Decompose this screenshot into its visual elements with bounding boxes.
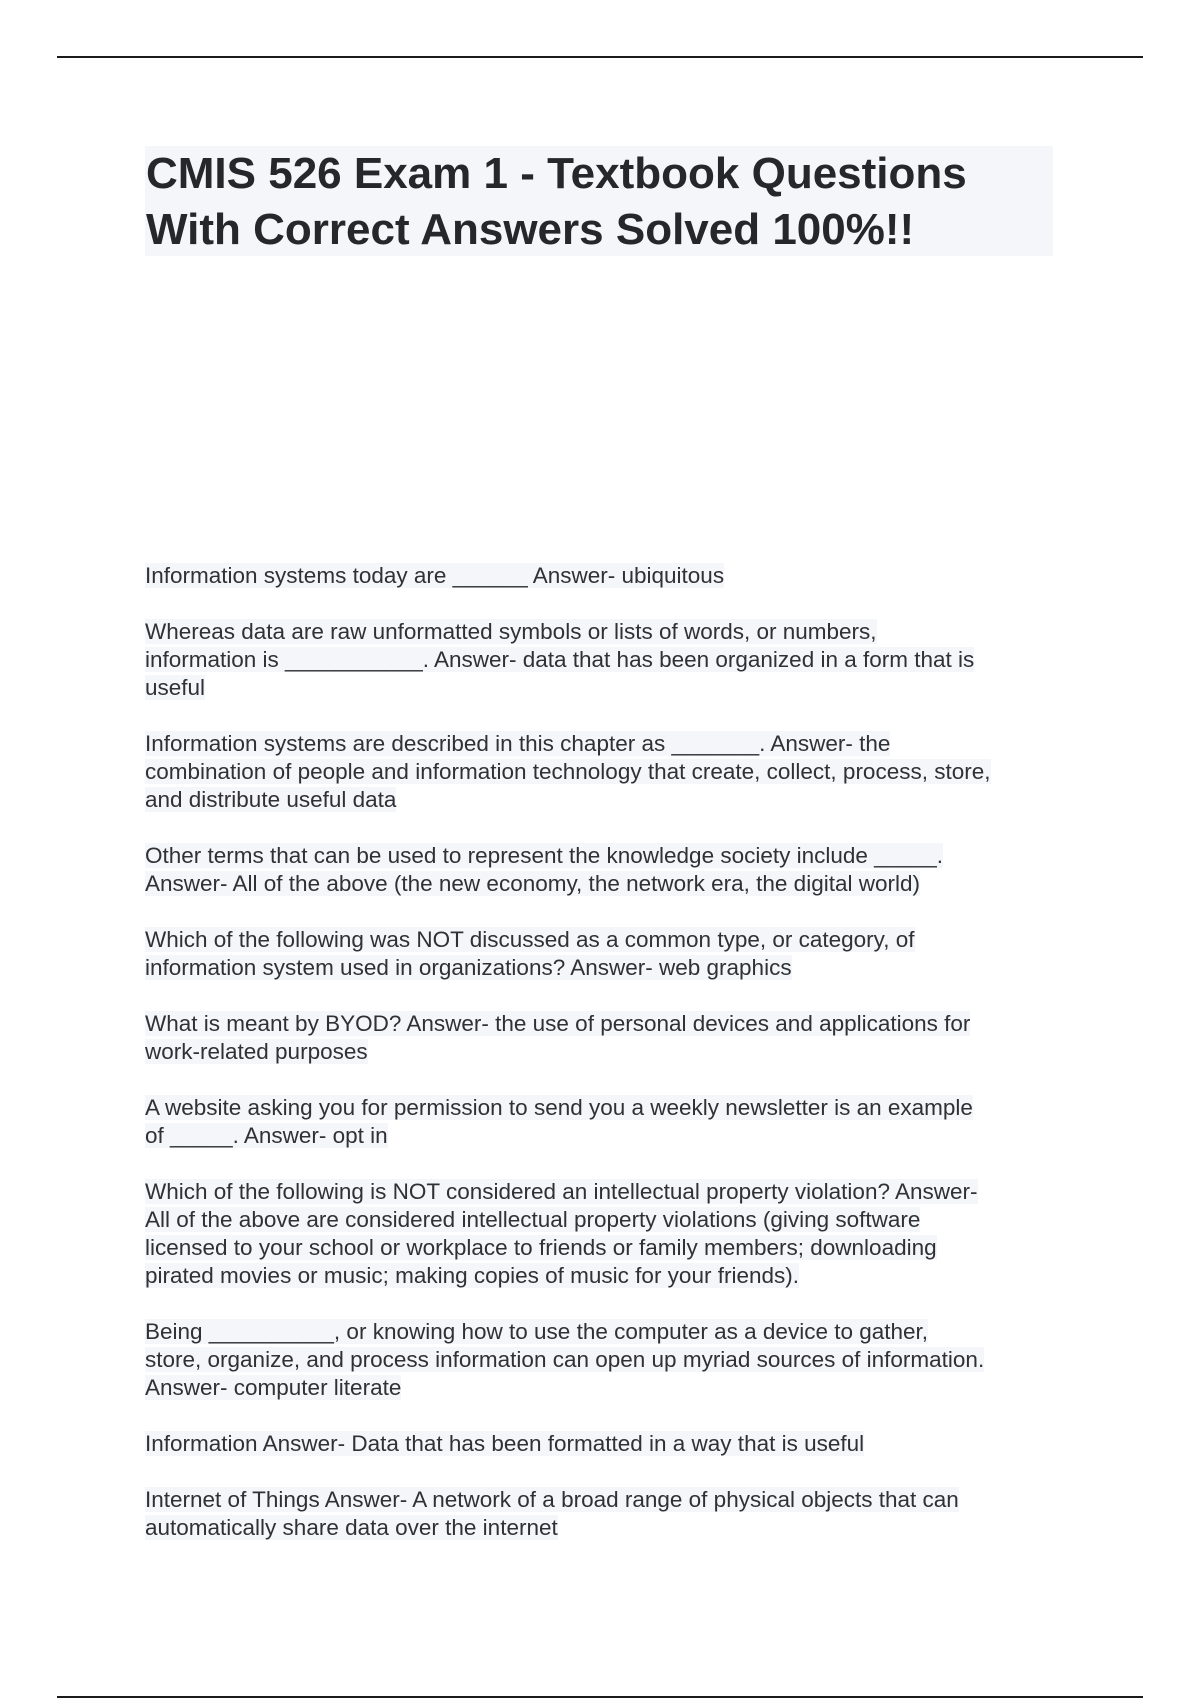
title-line-2: With Correct Answers Solved 100%!! — [146, 205, 915, 254]
qa-line — [145, 1010, 1065, 1038]
qa-line-text: licensed to your school or workplace to friends or family members; downloading — [145, 1235, 937, 1260]
qa-list — [145, 562, 1065, 1570]
qa-line-text: Whereas data are raw unformatted symbols or lists of words, or numbers, — [145, 619, 877, 644]
qa-item — [145, 842, 1065, 898]
qa-line — [145, 758, 1065, 786]
qa-line-text: combination of people and information technology that create, collect, process, store, — [145, 759, 991, 784]
qa-item — [145, 562, 1065, 590]
qa-line-text: work-related purposes — [145, 1039, 368, 1064]
qa-line-text: store, organize, and process information can open up myriad sources of information. — [145, 1347, 985, 1372]
qa-line — [145, 1514, 1065, 1542]
qa-line — [145, 674, 1065, 702]
qa-line-text: Information Answer- Data that has been formatted in a way that is useful — [145, 1431, 865, 1456]
qa-line — [145, 1038, 1065, 1066]
qa-line-text: Information systems today are ______ Answer- ubiquitous — [145, 563, 725, 588]
qa-line-text: useful — [145, 675, 206, 700]
qa-line-text: Which of the following is NOT considered an intellectual property violation? Answer- — [145, 1179, 978, 1204]
qa-line-text: What is meant by BYOD? Answer- the use of personal devices and applications for — [145, 1011, 971, 1036]
qa-item — [145, 618, 1065, 702]
qa-item — [145, 1010, 1065, 1066]
qa-item — [145, 1318, 1065, 1402]
document-title — [145, 146, 1053, 256]
qa-item — [145, 1094, 1065, 1150]
qa-line-text: Which of the following was NOT discussed as a common type, or category, of — [145, 927, 915, 952]
bottom-rule — [57, 1696, 1143, 1698]
qa-line-text: and distribute useful data — [145, 787, 397, 812]
qa-line — [145, 1262, 1065, 1290]
qa-line — [145, 926, 1065, 954]
qa-line — [145, 786, 1065, 814]
qa-line — [145, 1430, 1065, 1458]
qa-line — [145, 1206, 1065, 1234]
qa-line — [145, 1234, 1065, 1262]
qa-line — [145, 1346, 1065, 1374]
qa-line-text: information system used in organizations? Answer- web graphics — [145, 955, 792, 980]
qa-line-text: Information systems are described in this chapter as _______. Answer- the — [145, 731, 891, 756]
qa-line — [145, 1318, 1065, 1346]
qa-line-text: Internet of Things Answer- A network of a broad range of physical objects that can — [145, 1487, 959, 1512]
qa-line-text: Other terms that can be used to represent the knowledge society include _____. — [145, 843, 943, 868]
qa-item — [145, 1178, 1065, 1290]
qa-line — [145, 1178, 1065, 1206]
qa-line-text: pirated movies or music; making copies of music for your friends). — [145, 1263, 799, 1288]
qa-line — [145, 562, 1065, 590]
qa-line-text: Being __________, or knowing how to use the computer as a device to gather, — [145, 1319, 929, 1344]
qa-line-text: Answer- computer literate — [145, 1375, 402, 1400]
qa-line — [145, 1122, 1065, 1150]
title-line-1: CMIS 526 Exam 1 - Textbook Questions — [146, 149, 967, 198]
qa-line — [145, 1094, 1065, 1122]
qa-item — [145, 730, 1065, 814]
qa-line — [145, 1374, 1065, 1402]
qa-item — [145, 926, 1065, 982]
qa-line — [145, 842, 1065, 870]
qa-line — [145, 954, 1065, 982]
qa-line-text: of _____. Answer- opt in — [145, 1123, 388, 1148]
qa-line-text: Answer- All of the above (the new economy, the network era, the digital world) — [145, 871, 920, 896]
qa-line — [145, 618, 1065, 646]
qa-line-text: All of the above are considered intellectual property violations (giving software — [145, 1207, 921, 1232]
top-rule — [57, 56, 1143, 58]
qa-item — [145, 1486, 1065, 1542]
qa-line — [145, 646, 1065, 674]
qa-item — [145, 1430, 1065, 1458]
qa-line — [145, 730, 1065, 758]
qa-line — [145, 870, 1065, 898]
qa-line-text: A website asking you for permission to send you a weekly newsletter is an example — [145, 1095, 973, 1120]
qa-line-text: automatically share data over the internet — [145, 1515, 558, 1540]
qa-line — [145, 1486, 1065, 1514]
qa-line-text: information is ___________. Answer- data that has been organized in a form that is — [145, 647, 975, 672]
